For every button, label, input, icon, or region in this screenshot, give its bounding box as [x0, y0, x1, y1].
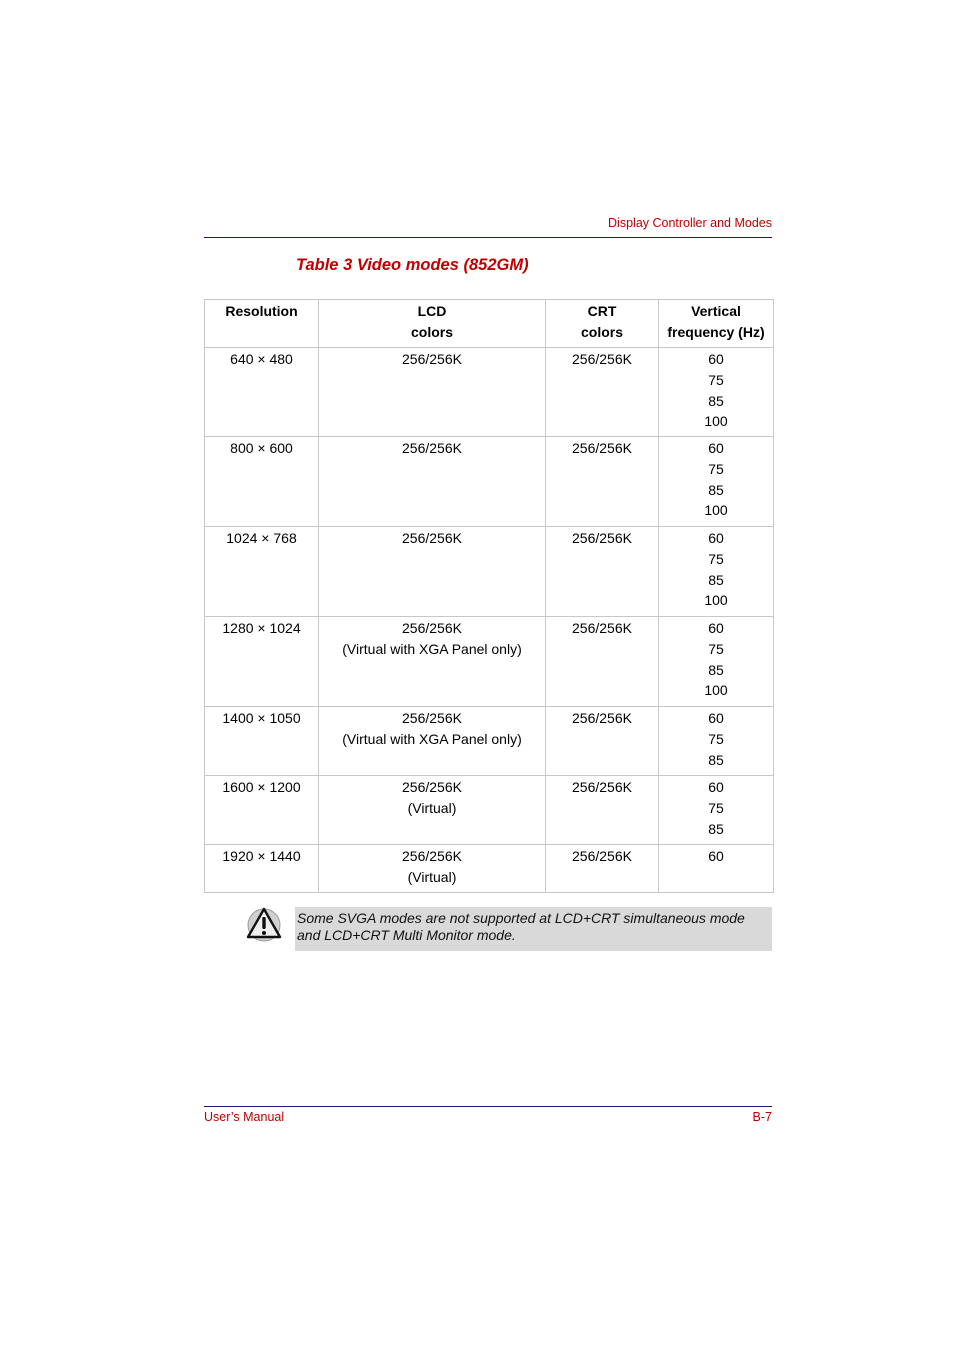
- footer-page-number: B-7: [752, 1110, 772, 1124]
- crt-colors-cell: 256/256K: [546, 707, 659, 776]
- table-row: [205, 617, 774, 707]
- note-box: [295, 907, 772, 951]
- crt-colors-cell: 256/256K: [546, 348, 659, 437]
- note-text: Some SVGA modes are not supported at LCD+CRT simultaneous mode and LCD+CRT Multi Monitor mode.: [297, 910, 745, 943]
- frequency-cell: 60 75 85: [659, 707, 774, 776]
- column-header-resolution: Resolution: [205, 300, 319, 348]
- frequency-cell: 60 75 85 100: [659, 527, 774, 617]
- crt-colors-cell: 256/256K: [546, 617, 659, 707]
- resolution-cell: 1400 × 1050: [205, 707, 319, 776]
- frequency-cell: 60 75 85 100: [659, 617, 774, 707]
- footer-manual-title: User’s Manual: [204, 1110, 285, 1124]
- page-header-title: Display Controller and Modes: [608, 216, 772, 230]
- column-header-lcd-colors: LCD colors: [319, 300, 546, 348]
- lcd-colors-cell: 256/256K (Virtual): [319, 845, 546, 893]
- table-row: [205, 348, 774, 437]
- table-row: [205, 707, 774, 776]
- table-row: [205, 437, 774, 527]
- warning-icon: [246, 906, 282, 942]
- resolution-cell: 1024 × 768: [205, 527, 319, 617]
- table-header-row: [205, 300, 774, 348]
- lcd-colors-cell: 256/256K (Virtual with XGA Panel only): [319, 617, 546, 707]
- lcd-colors-cell: 256/256K: [319, 527, 546, 617]
- table-body: [205, 348, 774, 893]
- lcd-colors-cell: 256/256K: [319, 348, 546, 437]
- resolution-cell: 1280 × 1024: [205, 617, 319, 707]
- frequency-cell: 60: [659, 845, 774, 893]
- frequency-cell: 60 75 85 100: [659, 348, 774, 437]
- table-caption: Table 3 Video modes (852GM): [296, 256, 529, 274]
- resolution-cell: 800 × 600: [205, 437, 319, 527]
- header-divider: [204, 237, 772, 238]
- lcd-colors-cell: 256/256K (Virtual with XGA Panel only): [319, 707, 546, 776]
- video-modes-table: [204, 299, 774, 893]
- frequency-cell: 60 75 85: [659, 776, 774, 845]
- crt-colors-cell: 256/256K: [546, 527, 659, 617]
- resolution-cell: 1920 × 1440: [205, 845, 319, 893]
- lcd-colors-cell: 256/256K: [319, 437, 546, 527]
- table-row: [205, 527, 774, 617]
- resolution-cell: 640 × 480: [205, 348, 319, 437]
- table-row: [205, 776, 774, 845]
- column-header-crt-colors: CRT colors: [546, 300, 659, 348]
- crt-colors-cell: 256/256K: [546, 845, 659, 893]
- resolution-cell: 1600 × 1200: [205, 776, 319, 845]
- frequency-cell: 60 75 85 100: [659, 437, 774, 527]
- table-row: [205, 845, 774, 893]
- crt-colors-cell: 256/256K: [546, 437, 659, 527]
- footer-divider: [204, 1106, 772, 1107]
- crt-colors-cell: 256/256K: [546, 776, 659, 845]
- lcd-colors-cell: 256/256K (Virtual): [319, 776, 546, 845]
- column-header-vertical-frequency: Vertical frequency (Hz): [659, 300, 774, 348]
